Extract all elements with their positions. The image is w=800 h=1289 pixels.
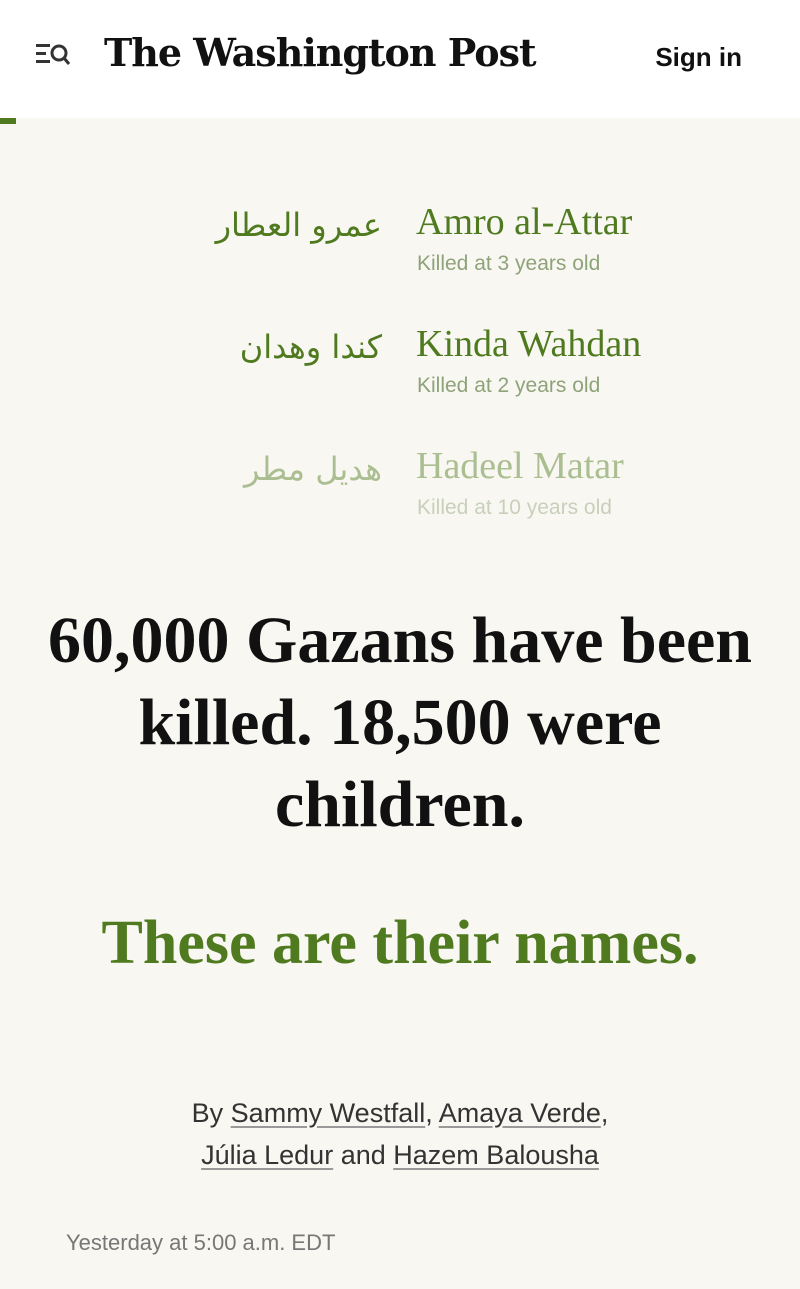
author-link[interactable]: Júlia Ledur [201, 1140, 334, 1170]
name-age: Killed at 3 years old [417, 252, 601, 275]
name-latin: Hadeel Matar [416, 445, 624, 487]
byline-separator: , [425, 1098, 433, 1128]
author-link[interactable]: Hazem Balousha [393, 1140, 599, 1170]
name-item [0, 322, 800, 412]
publish-date: Yesterday at 5:00 a.m. EDT [66, 1230, 336, 1255]
name-age: Killed at 2 years old [417, 374, 601, 397]
reading-progress-bar [0, 118, 16, 124]
name-arabic: عمرو العطار [215, 206, 382, 244]
author-link[interactable]: Amaya Verde [438, 1098, 601, 1128]
menu-search-icon[interactable] [34, 38, 72, 76]
name-arabic: هديل مطر [243, 450, 382, 488]
site-logo[interactable]: The Washington Post [104, 30, 536, 75]
name-age: Killed at 10 years old [417, 496, 612, 519]
name-arabic: كندا وهدان [239, 328, 382, 366]
site-header [0, 0, 800, 118]
name-latin: Amro al-Attar [416, 201, 633, 243]
name-latin: Kinda Wahdan [416, 323, 642, 365]
byline-and: and [340, 1140, 386, 1170]
author-link[interactable]: Sammy Westfall [230, 1098, 426, 1128]
article-subheadline: These are their names. [101, 909, 699, 977]
article-headline: 60,000 Gazans have been killed. 18,500 were children. [47, 604, 753, 841]
sign-in-button[interactable]: Sign in [655, 42, 742, 72]
name-item [0, 200, 800, 290]
name-item [0, 444, 800, 534]
byline-separator: , [600, 1098, 609, 1128]
byline-prefix: By [191, 1098, 224, 1128]
byline [0, 1092, 800, 1176]
